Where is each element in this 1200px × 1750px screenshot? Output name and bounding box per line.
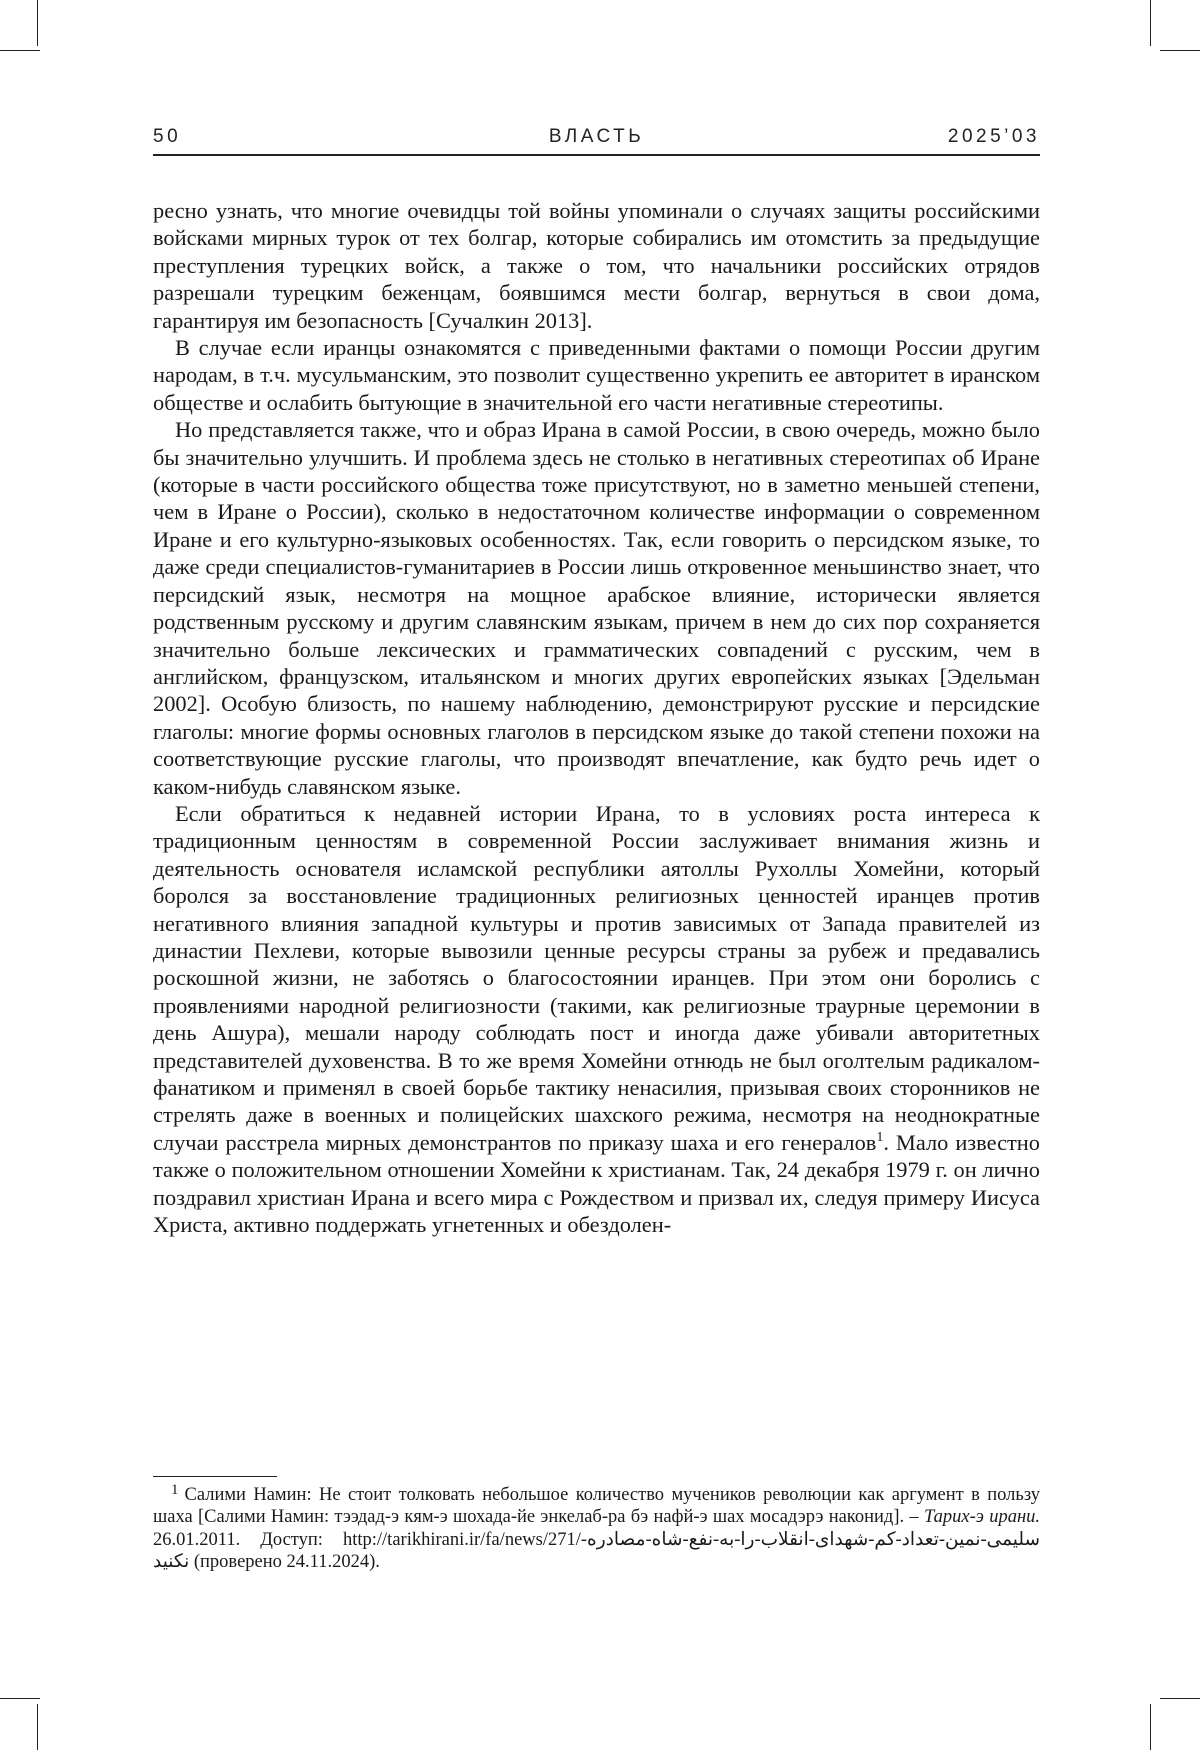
crop-mark-bottom-right <box>1150 1704 1151 1750</box>
crop-mark-bottom-right-h <box>1160 1698 1200 1699</box>
footnote-url[interactable]: 26.01.2011. Доступ: http://tarikhirani.ir/fa/news/271/ <box>153 1529 581 1550</box>
running-header <box>153 126 1040 156</box>
footnote-text: Салими Намин: Не стоит толковать небольшое количество мучеников революции как аргумент в пользу шаха [Салими Намин: тээдад-э кям-э шохада-йе энкелаб-ра бэ нафй-э шах мосадэрэ наконид]. – <box>153 1485 1040 1528</box>
crop-mark-top-left <box>37 0 38 46</box>
footnote-number: 1 <box>171 1482 179 1498</box>
paragraph-4-text-after: . Мало известно также о положительном отношении Хомейни к христианам. Так, 24 декабря 1979 г. он лично поздравил христиан Ирана и всего мира с Рождеством и призвал их, следуя примеру Иисуса Христа, активно поддержать угнетенных и обездолен- <box>153 1129 1040 1238</box>
footnote-reference[interactable]: 1 <box>876 1129 884 1145</box>
crop-mark-top-right <box>1150 0 1151 46</box>
footnote-rule <box>153 1476 277 1477</box>
footnote-persian-slug[interactable]: سلیمی-نمین-تعداد-کم-شهدای-انقلاب-را-به-نفع-شاه-مصادره-نکنید <box>153 1529 1040 1573</box>
paragraph-2: В случае если иранцы ознакомятся с приведенными фактами о помощи России другим народам, в т.ч. мусульманским, это позволит существенно укрепить ее авторитет в иранском обществе и ослабить бытующие в значительной его части негативные стереотипы. <box>153 335 1040 415</box>
paragraph-4 <box>153 800 1040 1239</box>
paragraph-3: Но представляется также, что и образ Ирана в самой России, в свою очередь, можно было бы значительно улучшить. И проблема здесь не столько в негативных стереотипах об Иране (которые в части российского общества тоже присутствуют, но в заметно меньшей степени, чем в Иране о России), сколько в недостаточном количестве информации о современном Иране и его культурно-языковых особенностях. Так, если говорить о персидском языке, то даже среди специалистов-гуманитариев в России лишь откровенное меньшинство знает, что персидский язык, несмотря на мощное арабское влияние, исторически является родственным русскому и другим славянским языкам, причем в нем до сих пор сохраняется значительно больше лексических и грамматических совпадений с русским, чем в английском, французском, итальянском и многих других европейских языках [Эдельман 2002]. Особую близость, по нашему наблюдению, демонстрируют русские и персидские глаголы: многие формы основных глаголов в персидском языке до такой степени похожи на соответствующие русские глаголы, что производят впечатление, как будто речь идет о каком-нибудь славянском языке. <box>153 417 1040 799</box>
issue-number: 2025’03 <box>947 126 1040 147</box>
article-body <box>153 197 1040 1238</box>
footnote-checked-date: (проверено 24.11.2024). <box>189 1552 380 1573</box>
crop-mark-bottom-left <box>37 1704 38 1750</box>
journal-title: ВЛАСТЬ <box>548 126 645 147</box>
paragraph-4-text-before: Если обратиться к недавней истории Ирана, то в условиях роста интереса к традиционным ценностям в современной России заслуживает внимания жизнь и деятельность основателя исламской республики аятоллы Рухоллы Хомейни, который боролся за восстановление традиционных религиозных ценностей иранцев против негативного влияния западной культуры и против зависимых от Запада правителей из династии Пехлеви, которые вывозили ценные ресурсы страны за рубеж и предавались роскошной жизни, не заботясь о благосостоянии иранцев. При этом они боролись с проявлениями народной религиозности (такими, как религиозные траурные церемонии в день Ашура), мешали народу соблюдать пост и иногда даже убивали авторитетных представителей духовенства. В то же время Хомейни отнюдь не был оголтелым радикалом-фанатиком и применял в своей борьбе тактику ненасилия, призывая своих сторонников не стрелять даже в военных и полицейских шахского режима, несмотря на неоднократные случаи расстрела мирных демонстрантов по приказу шаха и его генералов <box>153 800 1040 1155</box>
page-number: 50 <box>153 126 182 147</box>
crop-mark-top-left-h <box>0 50 40 51</box>
crop-mark-top-right-h <box>1160 50 1200 51</box>
crop-mark-bottom-left-h <box>0 1698 40 1699</box>
footnote <box>153 1484 1040 1574</box>
paragraph-1: ресно узнать, что многие очевидцы той войны упоминали о случаях защиты российскими войсками мирных турок от тех болгар, которые собирались им отомстить за предыдущие преступления турецких войск, а также о том, что начальники российских отрядов разрешали турецким беженцам, боявшимся мести болгар, вернуться в свои дома, гарантируя им безопасность [Сучалкин 2013]. <box>153 198 1040 333</box>
footnote-source: Тарих-э ирани. <box>923 1507 1040 1528</box>
